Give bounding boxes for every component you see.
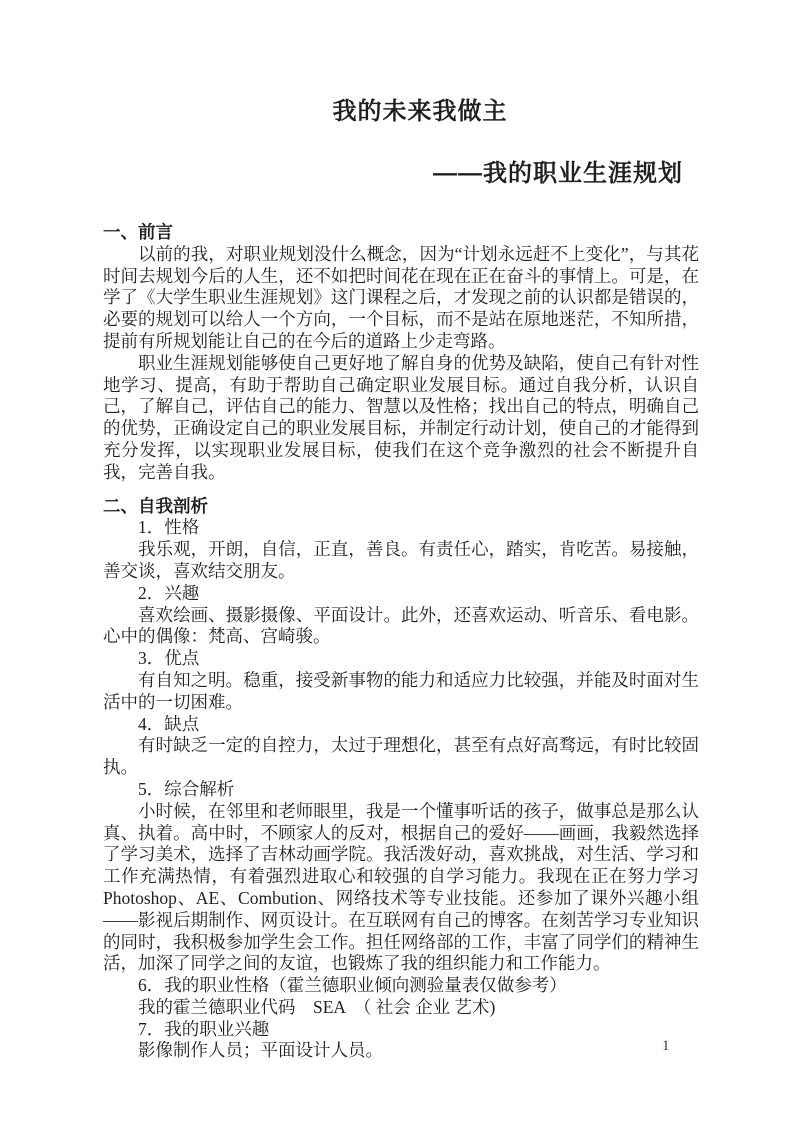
document-content: [103, 0, 699, 1062]
section-1-paragraph-2: 职业生涯规划能够使自己更好地了解自身的优势及缺陷，使自己有针对性地学习、提高，有助于帮助自己确定职业发展目标。通过自我分析，认识自己，了解自己，评估自己的能力、智慧以及性格；找出自己的特点，明确自己的优势，正确设定自己的职业发展目标，并制定行动计划，使自己的才能得到充分发挥，以实现职业发展目标，使我们在这个竞争激烈的社会不断提升自我，完善自我。: [103, 352, 699, 482]
document-subtitle: ——我的职业生涯规划: [433, 160, 683, 187]
section-1-heading: 一、前言: [103, 222, 173, 242]
item-5-label: 5．综合解析: [138, 778, 235, 799]
item-6-label: 6．我的职业性格（霍兰德职业倾向测验量表仅做参考）: [138, 975, 567, 996]
item-3-text: 有自知之明。稳重，接受新事物的能力和适应力比较强，并能及时面对生活中的一切困难。: [103, 669, 699, 712]
item-7-label: 7．我的职业兴趣: [138, 1018, 270, 1039]
item-1-text: 我乐观，开朗，自信，正直，善良。有责任心，踏实，肯吃苦。易接触，善交谈，喜欢结交朋友。: [103, 539, 699, 581]
item-1-label: 1．性格: [138, 517, 200, 538]
section-2-heading: 二、自我剖析: [103, 495, 208, 516]
page-number: 1: [662, 1038, 670, 1054]
section-1-paragraph-1: 以前的我，对职业规划没什么概念，因为“计划永远赶不上变化”，与其花时间去规划今后的人生，还不如把时间花在现在正在奋斗的事情上。可是，在学了《大学生职业生涯规划》这门课程之后，才发现之前的认识都是错误的，必要的规划可以给人一个方向，一个目标，而不是站在原地迷茫，不知所措，提前有所规划能让自己的在今后的道路上少走弯路。: [103, 243, 699, 351]
item-6-text: 我的霍兰德职业代码 SEA （ 社会 企业 艺术): [138, 996, 496, 1017]
item-7-text: 影像制作人员；平面设计人员。: [138, 1040, 383, 1061]
item-3-label: 3．优点: [138, 648, 200, 669]
item-4-label: 4．缺点: [138, 713, 200, 734]
item-2-text: 喜欢绘画、摄影摄像、平面设计。此外，还喜欢运动、听音乐、看电影。心中的偶像：梵高、宫崎骏。: [103, 604, 699, 647]
document-body: [103, 222, 699, 1062]
document-title: 我的未来我做主: [332, 98, 508, 125]
item-2-label: 2．兴趣: [138, 582, 200, 603]
item-5-text: 小时候，在邻里和老师眼里，我是一个懂事听话的孩子，做事总是那么认真、执着。高中时，不顾家人的反对，根据自己的爱好——画画，我毅然选择了学习美术，选择了吉林动画学院。我活泼好动，喜欢挑战，对生活、学习和工作充满热情，有着强烈进取心和较强的自学习能力。我现在正在努力学习 Photoshop、AE、Combution、网络技术等专业技能。还参加了课外兴趣小组——影视后期制作、网页设计。在互联网有自己的博客。在刻苦学习专业知识的同时，我积极参加学生会工作。担任网络部的工作，丰富了同学们的精神生活，加深了同学之间的友谊，也锻炼了我的组织能力和工作能力。: [103, 800, 699, 974]
item-4-text: 有时缺乏一定的自控力，太过于理想化，甚至有点好高骛远，有时比较固执。: [103, 735, 699, 778]
